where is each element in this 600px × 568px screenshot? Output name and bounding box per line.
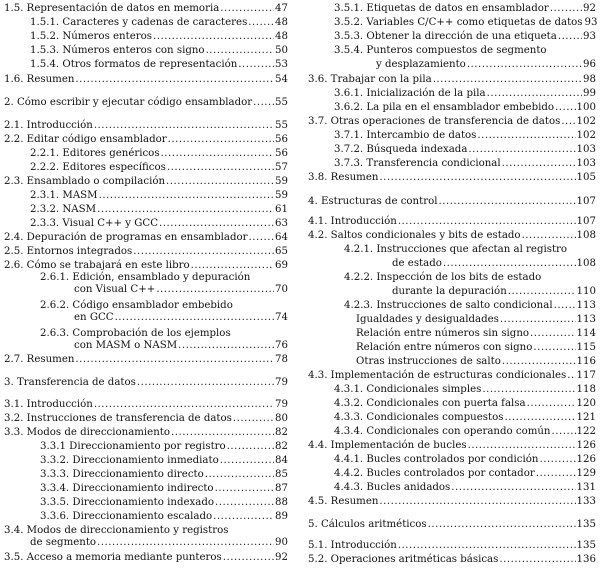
toc-chapter-entry[interactable]: 5. Cálculos aritméticos ..... 135 <box>308 519 596 531</box>
toc-entry[interactable]: 3.2. Instrucciones de transferencia de datos ..... 80 <box>4 413 288 425</box>
toc-entry[interactable]: 3.3. Modos de direccionamiento ..... 82 <box>4 427 288 439</box>
toc-entry[interactable]: 4.1. Introducción ..... 107 <box>308 216 596 228</box>
toc-entry[interactable]: 3.3.2. Direccionamiento inmediato ..... 84 <box>40 455 288 467</box>
toc-entry[interactable]: 2.3.1. MASM ..... 59 <box>30 190 288 202</box>
toc-entry[interactable]: Relación entre números sin signo ..... 114 <box>356 328 596 340</box>
toc-entry[interactable]: 2.1. Introducción ..... 55 <box>4 120 288 132</box>
toc-entry[interactable]: 2.6. Cómo se trabajará en este libro ..... 69 <box>4 260 288 272</box>
toc-entry[interactable]: 3.5.1. Etiquetas de datos en ensamblador ..... 92 <box>334 3 596 15</box>
toc-entry[interactable]: 3.6. Trabajar con la pila ..... 98 <box>308 74 596 86</box>
toc-entry[interactable]: con MASM o NASM ..... 76 <box>74 340 288 352</box>
toc-entry[interactable]: Igualdades y desigualdades ..... 113 <box>356 314 596 326</box>
toc-entry[interactable]: de segmento ..... 90 <box>30 537 288 549</box>
toc-entry-line1[interactable]: 4.2.2. Inspección de los bits de estado <box>344 272 542 283</box>
toc-entry[interactable]: 4.3.4. Condicionales con operando común ..... 122 <box>334 426 596 438</box>
toc-entry[interactable]: 3.6.2. La pila en el ensamblador embebido ..... 100 <box>334 102 596 114</box>
toc-entry[interactable]: 1.5.1. Caracteres y cadenas de caracteres ..... 48 <box>30 17 288 29</box>
toc-entry-line1[interactable]: 3.5.4. Punteros compuestos de segmento <box>334 45 547 56</box>
toc-entry[interactable]: 4.4. Implementación de bucles ..... 126 <box>308 440 596 452</box>
toc-entry[interactable]: 2.2.1. Editores genéricos ..... 56 <box>30 148 288 160</box>
toc-entry[interactable]: con Visual C++ ..... 70 <box>74 284 288 296</box>
toc-entry[interactable]: 3.3.3. Direccionamiento directo ..... 85 <box>40 469 288 481</box>
toc-entry[interactable]: en GCC ..... 74 <box>74 312 288 324</box>
toc-entry[interactable]: 1.6. Resumen ..... 54 <box>4 74 288 86</box>
toc-entry[interactable]: 4.2.3. Instrucciones de salto condicional ..... 113 <box>344 300 596 312</box>
toc-entry[interactable]: 2.2.2. Editores específicos ..... 57 <box>30 162 288 174</box>
toc-entry[interactable]: 5.2. Operaciones aritméticas básicas ..... 136 <box>308 554 596 566</box>
toc-chapter-entry[interactable]: 3. Transferencia de datos ..... 79 <box>4 377 288 389</box>
toc-entry[interactable]: 2.3.2. NASM ..... 61 <box>30 204 288 216</box>
toc-entry[interactable]: y desplazamiento ..... 96 <box>376 59 596 71</box>
toc-entry-line1[interactable]: 2.6.1. Edición, ensamblado y depuración <box>40 272 251 283</box>
toc-entry[interactable]: 3.3.4. Direccionamiento indirecto ..... 87 <box>40 483 288 495</box>
toc-entry-line1[interactable]: 2.6.2. Código ensamblador embebido <box>40 300 233 311</box>
toc-entry[interactable]: 2.2. Editar código ensamblador ..... 56 <box>4 134 288 146</box>
toc-entry[interactable]: 3.5.3. Obtener la dirección de una etiqueta ..... 93 <box>334 31 596 43</box>
toc-entry[interactable]: 3.3.5. Direccionamiento indexado ..... 88 <box>40 497 288 509</box>
toc-entry[interactable]: 3.3.6. Direccionamiento escalado ..... 89 <box>40 511 288 523</box>
toc-entry[interactable]: 3.7.2. Búsqueda indexada ..... 103 <box>334 144 596 156</box>
toc-entry-line1[interactable]: 4.2.1. Instrucciones que afectan al registro <box>344 244 568 255</box>
toc-entry[interactable]: de estado ..... 108 <box>392 258 596 270</box>
toc-entry[interactable]: 2.3. Ensamblado o compilación ..... 59 <box>4 176 288 188</box>
toc-entry[interactable]: 5.1. Introducción ..... 135 <box>308 540 596 552</box>
toc-entry[interactable]: 3.7.1. Intercambio de datos ..... 102 <box>334 130 596 142</box>
toc-entry[interactable]: 4.4.3. Bucles anidados ..... 131 <box>334 482 596 494</box>
toc-entry[interactable]: 1.5.3. Números enteros con signo ..... 50 <box>30 45 288 57</box>
toc-entry[interactable]: 3.7.3. Transferencia condicional ..... 103 <box>334 158 596 170</box>
toc-entry-line1[interactable]: 3.4. Modos de direccionamiento y registros <box>4 525 229 536</box>
toc-entry[interactable]: 4.3. Implementación de estructuras condicionales ..... 117 <box>308 370 596 382</box>
toc-entry[interactable]: 4.3.2. Condicionales con puerta falsa ..... 120 <box>334 398 596 410</box>
toc-entry[interactable]: 4.4.1. Bucles controlados por condición ..... 126 <box>334 454 596 466</box>
toc-entry[interactable]: 4.5. Resumen ..... 133 <box>308 496 596 508</box>
toc-entry[interactable]: 3.8. Resumen ..... 105 <box>308 172 596 184</box>
toc-entry[interactable]: Otras instrucciones de salto ..... 116 <box>356 356 596 368</box>
toc-entry[interactable]: 2.7. Resumen ..... 78 <box>4 354 288 366</box>
toc-entry[interactable]: 2.4. Depuración de programas en ensamblador ..... 64 <box>4 232 288 244</box>
toc-entry[interactable]: 3.6.1. Inicialización de la pila ..... 99 <box>334 88 596 100</box>
toc-entry-line1[interactable]: 2.6.3. Comprobación de los ejemplos <box>40 328 231 339</box>
toc-chapter-entry[interactable]: 2. Cómo escribir y ejecutar código ensamblador ..... 55 <box>4 97 288 109</box>
toc-entry[interactable]: 3.1. Introducción ..... 79 <box>4 399 288 411</box>
toc-entry[interactable]: 3.5.2. Variables C/C++ como etiquetas de datos 93 <box>334 17 598 28</box>
toc-entry[interactable]: durante la depuración ..... 110 <box>392 286 596 298</box>
toc-entry[interactable]: 2.5. Entornos integrados ..... 65 <box>4 246 288 258</box>
toc-entry[interactable]: 1.5.4. Otros formatos de representación ..... 53 <box>30 59 288 71</box>
toc-chapter-entry[interactable]: 4. Estructuras de control ..... 107 <box>308 196 596 208</box>
toc-entry[interactable]: 3.5. Acceso a memoria mediante punteros ..... 92 <box>4 552 288 564</box>
toc-entry[interactable]: 1.5. Representación de datos en memoria ..... 47 <box>4 3 288 15</box>
toc-entry[interactable]: 4.4.2. Bucles controlados por contador ..... 129 <box>334 468 596 480</box>
toc-entry[interactable]: 3.3.1 Direccionamiento por registro ..... 82 <box>40 441 288 453</box>
toc-entry[interactable]: 2.3.3. Visual C++ y GCC ..... 63 <box>30 218 288 230</box>
toc-entry[interactable]: 1.5.2. Números enteros ..... 48 <box>30 31 288 43</box>
toc-entry[interactable]: 3.7. Otras operaciones de transferencia de datos ..... 102 <box>308 116 596 128</box>
toc-entry[interactable]: Relación entre números con signo ..... 115 <box>356 342 596 354</box>
toc-entry[interactable]: 4.3.3. Condicionales compuestos ..... 121 <box>334 412 596 424</box>
toc-entry[interactable]: 4.2. Saltos condicionales y bits de estado ..... 108 <box>308 230 596 242</box>
toc-entry[interactable]: 4.3.1. Condicionales simples ..... 118 <box>334 384 596 396</box>
